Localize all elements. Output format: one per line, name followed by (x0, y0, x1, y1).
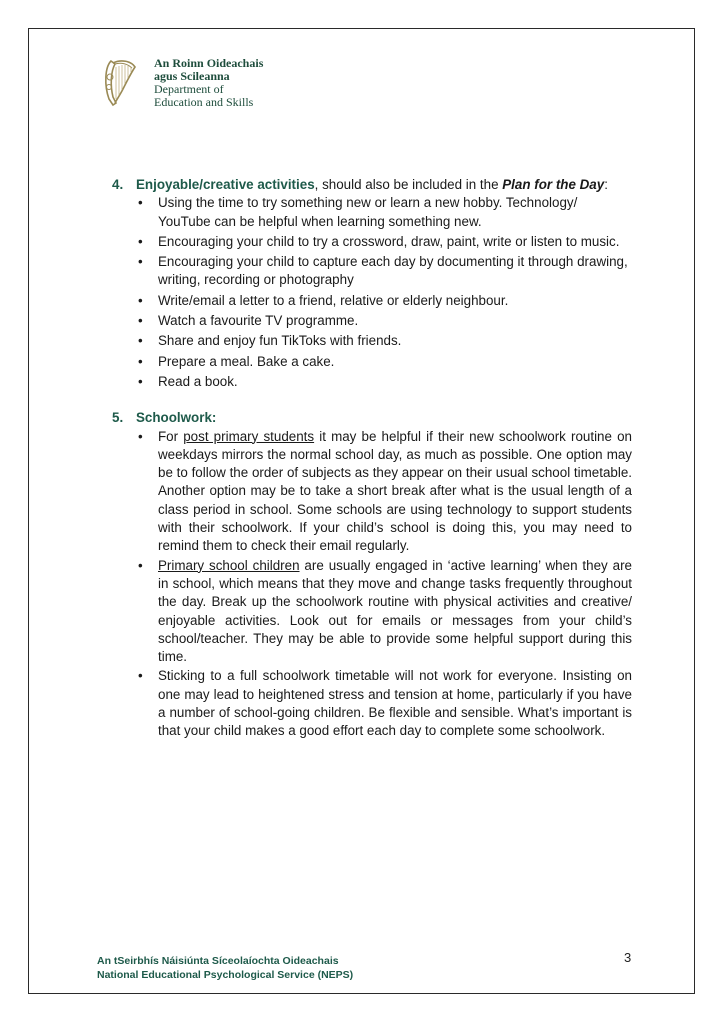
list-item-text: Share and enjoy fun TikToks with friends. (158, 333, 402, 349)
plan-for-the-day-emphasis: Plan for the Day (502, 177, 605, 192)
bullet-icon: • (138, 254, 143, 270)
footer-service-name (97, 954, 353, 982)
section-heading (112, 176, 632, 194)
section-enjoyable-activities (112, 176, 632, 391)
list-item (136, 292, 632, 310)
list-item-text: Sticking to a full schoolwork timetable will not work for everyone. Insisting on one may lead to heightened stress and tension at home, particularly if you have a number of school-going children. Be flexible and sensible. What’s important is that your child makes a good effort each day to complete some schoolwork. (158, 668, 632, 739)
section-title: Schoolwork: (136, 410, 217, 426)
department-name (154, 57, 263, 109)
list-item-body: are usually engaged in ‘active learning’ when they are in school, which means that they move and change tasks frequently throughout the day. Break up the schoolwork routine with physical activities and creative/ enjoyable activities. Look out for emails or messages from your child’s school/teacher. They may be able to provide some helpful support during this time. (158, 557, 632, 665)
bullet-icon: • (138, 428, 143, 444)
section-number: 4. (112, 177, 124, 192)
list-item (136, 667, 632, 740)
schoolwork-list (112, 428, 632, 741)
harp-emblem-icon (101, 55, 139, 109)
list-item-text (158, 429, 632, 554)
bullet-icon: • (138, 292, 143, 308)
list-item (136, 253, 632, 290)
section-title: Enjoyable/creative activities (136, 177, 315, 192)
section-title-suffix: , should also be included in the (314, 177, 503, 192)
list-item (136, 312, 632, 330)
bullet-icon: • (138, 195, 143, 211)
page-content (112, 176, 632, 742)
list-item-text: Write/email a letter to a friend, relative or elderly neighbour. (158, 292, 509, 308)
section-heading-text (136, 176, 608, 194)
list-item (136, 557, 632, 667)
bullet-icon: • (138, 333, 143, 349)
list-item-prefix: For (158, 428, 184, 444)
bullet-icon: • (138, 373, 143, 389)
list-item (136, 353, 632, 371)
list-item-text (158, 558, 632, 664)
list-item-text: Encouraging your child to try a crossword, draw, paint, write or listen to music. (158, 233, 620, 249)
bullet-icon: • (138, 233, 143, 249)
list-item (136, 194, 632, 231)
logo-line-english-2: Education and Skills (154, 95, 254, 109)
bullet-icon: • (138, 353, 143, 369)
section-heading (112, 409, 632, 427)
logo-line-irish-2: agus Scileanna (154, 69, 230, 83)
section-number: 5. (112, 410, 124, 426)
footer-line-english: National Educational Psychological Service (NEPS) (97, 969, 354, 981)
list-item (136, 373, 632, 391)
list-item-text: Using the time to try something new or learn a new hobby. Technology/ YouTube can be helpful when learning something new. (158, 195, 578, 229)
list-item-text: Prepare a meal. Bake a cake. (158, 353, 335, 369)
heading-colon: : (604, 177, 608, 192)
underlined-term: post primary students (183, 428, 315, 444)
list-item-body: it may be helpful if their new schoolwork routine on weekdays mirrors the normal school day, as much as possible. One option may be to follow the order of subjects as they appear on their usual school timetable. Another option may be to take a short break after what is the usual length of a class period in school. Some schools are using technology to support students with their schoolwork. If your child’s school is doing this, you may need to remind them to check their email regularly. (158, 428, 632, 554)
activities-list (112, 194, 632, 391)
list-item-text: Read a book. (158, 373, 238, 389)
bullet-icon: • (138, 557, 143, 573)
underlined-term: Primary school children (158, 557, 300, 573)
logo-line-irish-1: An Roinn Oideachais (154, 56, 264, 70)
bullet-icon: • (138, 668, 143, 684)
bullet-icon: • (138, 313, 143, 329)
list-item (136, 428, 632, 556)
list-item-text: Encouraging your child to capture each day by documenting it through drawing, writing, recording or photography (158, 254, 628, 288)
footer-line-irish: An tSeirbhís Náisiúnta Síceolaíochta Oideachais (97, 955, 339, 967)
page-number: 3 (624, 950, 632, 965)
logo-line-english-1: Department of (154, 82, 224, 96)
section-schoolwork (112, 409, 632, 740)
list-item (136, 233, 632, 251)
list-item-text: Watch a favourite TV programme. (158, 313, 359, 329)
list-item (136, 332, 632, 350)
